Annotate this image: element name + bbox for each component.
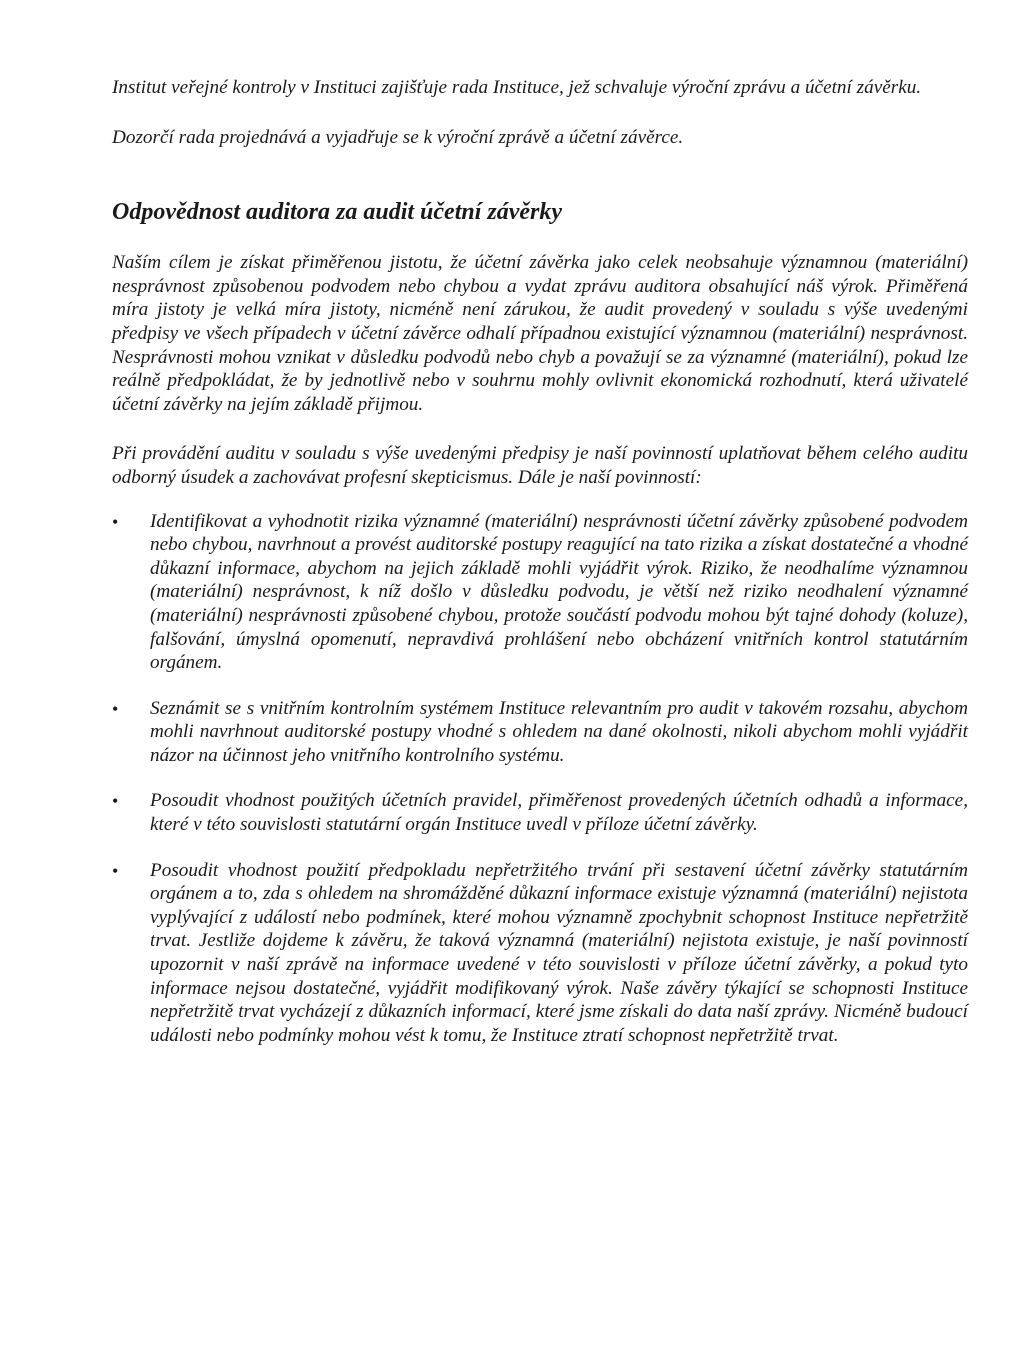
paragraph-auditor-duties-intro: Při provádění auditu v souladu s výše uvedenými předpisy je naší povinností uplatňovat během celého auditu odborný úsudek a zachovávat profesní skepticismus. Dále je naší povinností: (112, 443, 968, 488)
list-item (112, 697, 968, 768)
duties-list (112, 510, 968, 1048)
bullet-icon: • (112, 860, 119, 881)
list-item (112, 789, 968, 836)
bullet-icon: • (112, 511, 119, 532)
list-item-text: Posoudit vhodnost použití předpokladu nepřetržitého trvání při sestavení účetní závěrky statutárním orgánem a to, zda s ohledem na shromážděné důkazní informace existuje významná (materiální) nejistota vyplývající z událostí nebo podmínek, které mohou významně zpochybnit schopnost Instituce nepřetržitě trvat. Jestliže dojdeme k závěru, že taková významná (materiální) nejistota existuje, je naší povinností upozornit v naší zprávě na informace uvedené v této souvislosti v příloze účetní závěrky, a pokud tyto informace nejsou dostatečné, vyjádřit modifikovaný výrok. Naše závěry týkající se schopnosti Instituce nepřetržitě trvat vycházejí z důkazních informací, které jsme získali do data naší zprávy. Nicméně budoucí události nebo podmínky mohou vést k tomu, že Instituce ztratí schopnost nepřetržitě trvat. (150, 859, 968, 1046)
section-heading: Odpovědnost auditora za audit účetní závěrky (112, 199, 563, 226)
list-item-text: Posoudit vhodnost použitých účetních pravidel, přiměřenost provedených účetních odhadů a informace, které v této souvislosti statutární orgán Instituce uvedl v příloze účetní závěrky. (150, 790, 968, 836)
document-page (112, 76, 968, 1069)
list-item (112, 859, 968, 1048)
paragraph-audit-objective: Naším cílem je získat přiměřenou jistotu, že účetní závěrka jako celek neobsahuje významnou (materiální) nesprávnost způsobenou podvodem nebo chybou a vydat zprávu auditora obsahující náš výrok. Přiměřená míra jistoty je velká míra jistoty, nicméně není zárukou, že audit provedený v souladu s výše uvedenými předpisy ve všech případech v účetní závěrce odhalí případnou existující významnou (materiální) nesprávnost. Nesprávnosti mohou vznikat v důsledku podvodů nebo chyb a považují se za významné (materiální), pokud lze reálně předpokládat, že by jednotlivě nebo v souhrnu mohly ovlivnit ekonomická rozhodnutí, která uživatelé účetní závěrky na jejím základě přijmou. (112, 252, 968, 415)
bullet-icon: • (112, 698, 119, 719)
paragraph-institute-control: Institut veřejné kontroly v Instituci zajišťuje rada Instituce, jež schvaluje výroční zprávu a účetní závěrku. (112, 77, 922, 98)
paragraph-supervisory-board: Dozorčí rada projednává a vyjadřuje se k výroční zprávě a účetní závěrce. (112, 126, 684, 148)
list-item (112, 510, 968, 675)
bullet-icon: • (112, 791, 119, 812)
list-item-text: Seznámit se s vnitřním kontrolním systémem Instituce relevantním pro audit v takovém rozsahu, abychom mohli navrhnout auditorské postupy vhodné s ohledem na dané okolnosti, nikoli abychom mohli vyjádřit názor na účinnost jeho vnitřního kontrolního systému. (150, 697, 968, 766)
list-item-text: Identifikovat a vyhodnotit rizika významné (materiální) nesprávnosti účetní závěrky způsobené podvodem nebo chybou, navrhnout a provést auditorské postupy reagující na tato rizika a získat dostatečné a vhodné důkazní informace, abychom na jejich základě mohli vyjádřit výrok. Riziko, že neodhalíme významnou (materiální) nesprávnost, k níž došlo v důsledku podvodu, je větší než riziko neodhalení významné (materiální) nesprávnosti způsobené chybou, protože součástí podvodu mohou být tajné dohody (koluze), falšování, úmyslná opomenutí, nepravdivá prohlášení nebo obcházení vnitřních kontrol statutárním orgánem. (150, 510, 968, 674)
